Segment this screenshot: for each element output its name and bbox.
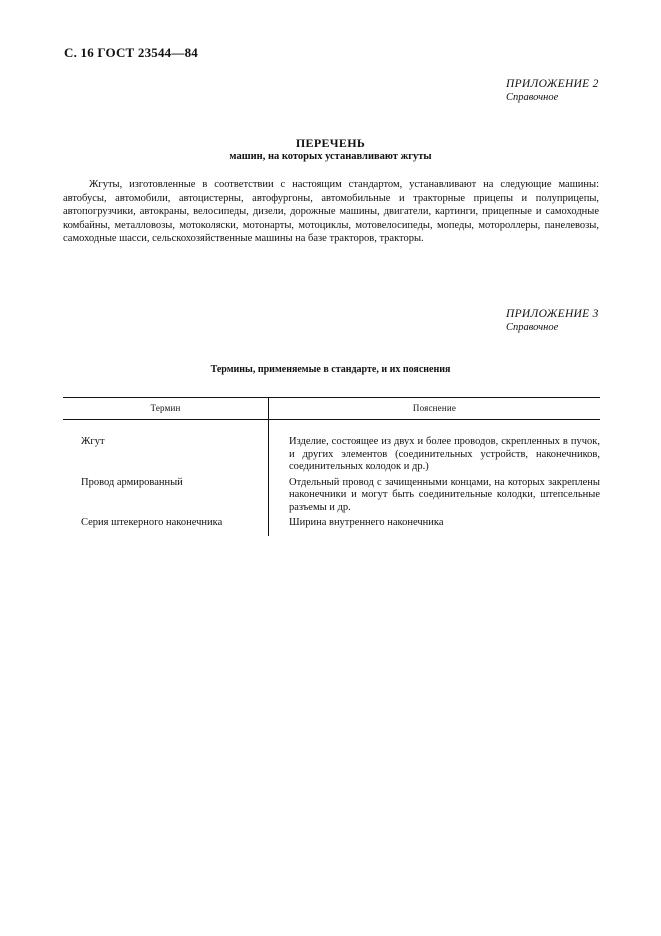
table-row [63,474,600,515]
table-row [63,420,600,474]
list-subtitle: машин, на которых устанавливают жгуты [229,151,432,162]
explanation-cell: Отдельный провод с зачищенными концами, на которых закреплены наконечники и могут быть соединительные колодки, штепсельные разъемы и др. [289,476,600,513]
page-header: С. 16 ГОСТ 23544—84 [64,45,198,60]
explanation-cell: Изделие, состоящее из двух и более проводов, скрепленных в пучок, и других элементов (соединительных устройств, наконечников, соединительных колодок и др.) [289,436,600,472]
appendix-3-subtitle: Справочное [506,322,559,333]
list-title: ПЕРЕЧЕНЬ [295,136,366,150]
appendix-3-label [506,307,599,335]
terms-title: Термины, применяемые в стандарте, и их пояснения [210,364,451,375]
table-header-row [63,398,600,420]
list-heading [0,136,661,164]
terms-table [63,397,600,536]
machines-paragraph: Жгуты, изготовленные в соответствии с настоящим стандартом, устанавливают на следующие машины: автобусы, автомобили, автоцистерны, автофургоны, автомобильные и тракторные прицепы и полуприцепы, автопогрузчики, автокраны, велосипеды, дизели, дорожные машины, двигатели, картинги, прицепные и самоходные комбайны, металловозы, мотоколяски, мотонарты, мотоциклы, мотовелосипеды, мопеды, мотороллеры, панелевозы, самоходные шасси, сельскохозяйственные машины на базе тракторов, тракторы. [63,179,599,244]
table-row [63,514,600,536]
explanation-cell: Ширина внутреннего наконечника [289,517,444,528]
appendix-2-subtitle: Справочное [506,92,559,103]
appendix-2-title: ПРИЛОЖЕНИЕ 2 [506,78,599,90]
appendix-3-title: ПРИЛОЖЕНИЕ 3 [506,308,599,320]
column-header-explanation: Пояснение [269,398,601,420]
term-cell: Серия штекерного наконечника [63,514,269,536]
term-cell: Жгут [63,420,269,474]
appendix-2-label [506,77,599,105]
term-cell: Провод армированный [63,474,269,515]
column-header-term: Термин [63,398,269,420]
